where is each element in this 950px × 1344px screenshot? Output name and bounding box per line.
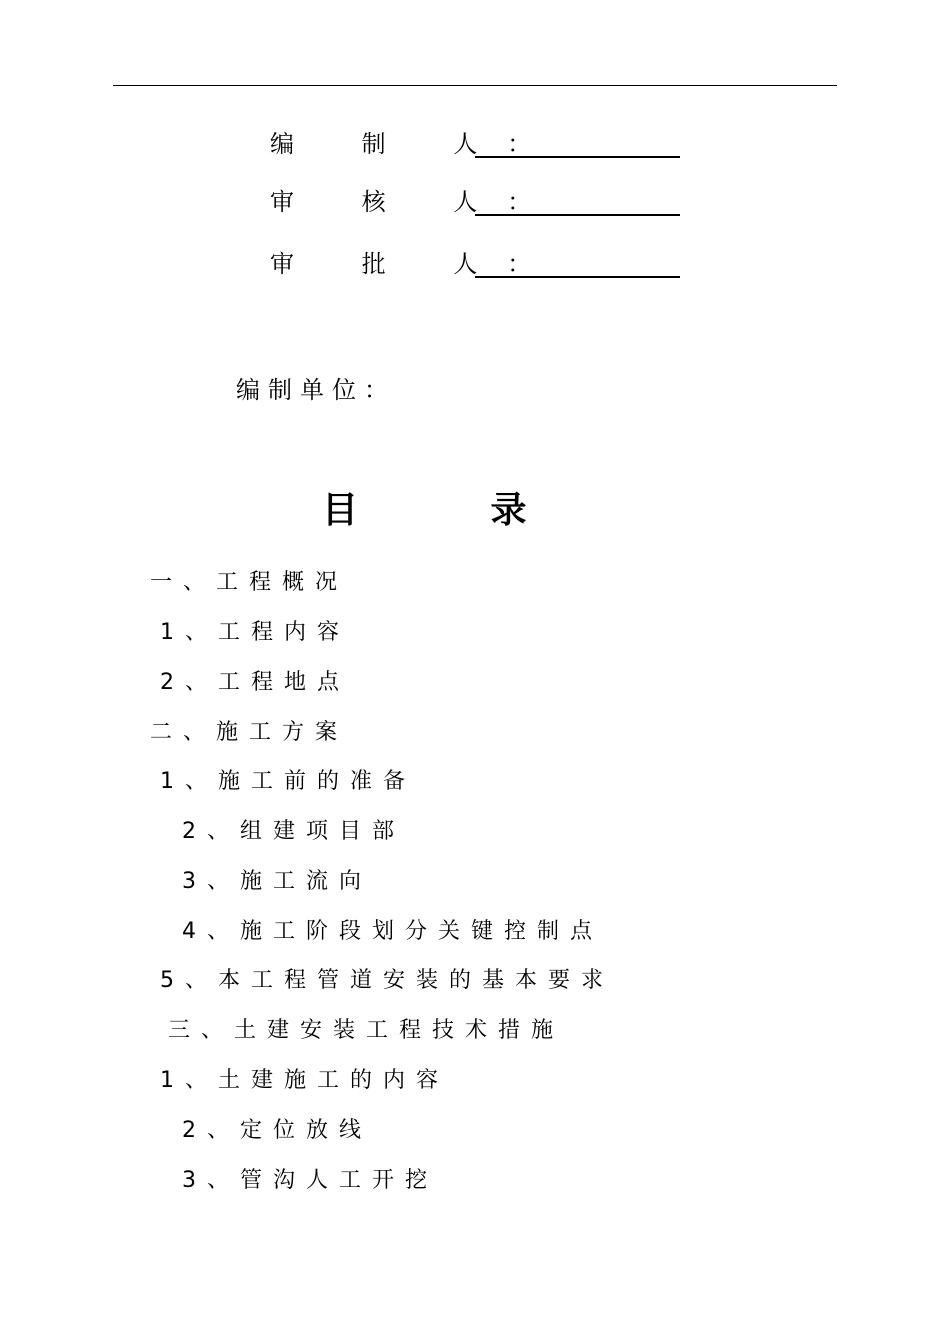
toc-item[interactable]: 1、土建施工的内容 bbox=[160, 1068, 449, 1093]
toc-item[interactable]: 2、定位放线 bbox=[182, 1118, 372, 1143]
approver-label: 审 批 人： bbox=[270, 250, 562, 278]
header-rule bbox=[113, 85, 837, 86]
toc-item[interactable]: 一、工程概况 bbox=[150, 570, 349, 595]
signature-row-reviewer bbox=[270, 184, 680, 218]
toc-item[interactable]: 1、施工前的准备 bbox=[160, 769, 416, 794]
toc-item[interactable]: 三、土建安装工程技术措施 bbox=[168, 1018, 565, 1043]
compiling-unit-label: 编制单位： bbox=[236, 376, 396, 404]
toc-item[interactable]: 3、施工流向 bbox=[182, 869, 372, 894]
toc-item[interactable]: 4、施工阶段划分关键控制点 bbox=[182, 919, 603, 944]
toc-item[interactable]: 5、本工程管道安装的基本要求 bbox=[160, 968, 614, 993]
toc-title: 目 录 bbox=[322, 490, 587, 531]
signature-row-approver bbox=[270, 246, 680, 280]
toc-item[interactable]: 1、工程内容 bbox=[160, 620, 350, 645]
approver-signature-line bbox=[475, 276, 680, 278]
toc-item[interactable]: 2、工程地点 bbox=[160, 670, 350, 695]
reviewer-label: 审 核 人： bbox=[270, 188, 562, 216]
signature-row-compiler bbox=[270, 126, 680, 160]
compiler-signature-line bbox=[475, 156, 680, 158]
reviewer-signature-line bbox=[475, 214, 680, 216]
toc-item[interactable]: 2、组建项目部 bbox=[182, 819, 405, 844]
compiler-label: 编 制 人： bbox=[270, 130, 562, 158]
toc-item[interactable]: 二、施工方案 bbox=[150, 720, 349, 745]
toc-item[interactable]: 3、管沟人工开挖 bbox=[182, 1168, 438, 1193]
